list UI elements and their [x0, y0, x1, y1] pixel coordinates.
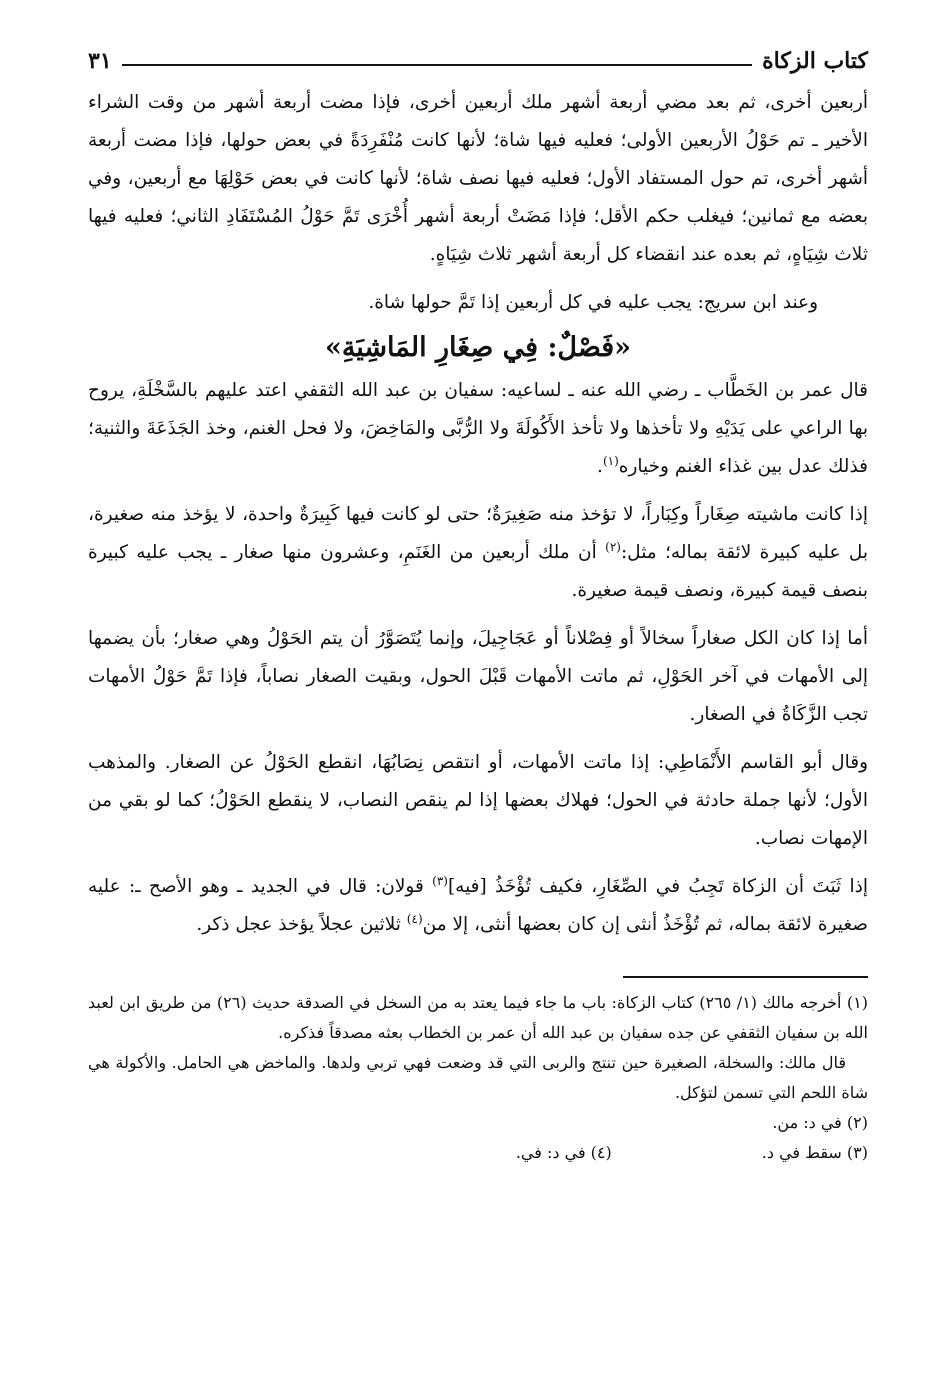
footnote-ref-1: (١)	[602, 453, 619, 468]
paragraph-1: أربعين أخرى، ثم بعد مضي أربعة أشهر ملك أربعين أخرى، فإذا مضت أربعة أشهر من وقت الشراء الأخير ـ تم حَوْلُ الأربعين الأولى؛ فعليه فيها شاة؛ لأنها كانت مُنْفَرِدَةً في بعض حولها، فإذا مضت أربعة أشهر أخرى، تم حول المستفاد الأول؛ فعليه فيها نصف شاة؛ لأنها كانت في بعض حَوْلِهَا مع أربعين، وفي بعضه مع ثمانين؛ فيغلب حكم الأقل؛ فإذا مَضَتْ أربعة أشهر أُخْرَى تَمَّ حَوْلُ المُسْتَفَادِ الثاني؛ فعليه فيها ثلاث شِيَاهٍ، ثم بعده عند انقضاء كل أربعة أشهر ثلاث شِيَاهٍ.	[88, 92, 868, 265]
paragraph-mixed-herd-text-b: أن ملك أربعين من الغَنَمِ، وعشرون منها صغار ـ يجب عليه كبيرة بنصف قيمة كبيرة، ونصف قيمة صغيرة.	[88, 542, 868, 601]
paragraph-how-taken-text-b: قولان: قال في الجديد ـ وهو الأصح ـ: عليه صغيرة لائقة بماله، ثم تُؤْخَذُ أنثى إن كان بعضها أنثى، إلا من	[88, 876, 868, 935]
main-text	[88, 84, 868, 944]
footnote-2: (٢) في د: من.	[772, 1113, 868, 1132]
footnotes	[88, 988, 868, 1168]
footnote-1: (١) أخرجه مالك (١/ ٢٦٥) كتاب الزكاة: باب ما جاء فيما يعتد به من السخل في الصدقة حديث (٢٦) من طريق ابن لعبد الله بن سفيان الثقفي عن جده سفيان بن عبد الله أن عمر بن الخطاب بعثه مصدقاً فذكره.	[88, 993, 868, 1042]
footnote-ref-3: (٣)	[432, 873, 448, 888]
paragraph-how-taken-text-a: إذا ثَبَتَ أن الزكاة تَجِبُ في الصِّغَارِ، فكيف تُؤْخَذُ [فيه]	[447, 876, 868, 897]
paragraph-how-taken-text-c: ثلاثين عجلاً يؤخذ عجل ذكر.	[196, 914, 407, 935]
paragraph-ibn-surayj: وعند ابن سريج: يجب عليه في كل أربعين إذا تَمَّ حولها شاة.	[368, 292, 818, 313]
paragraph-umar-end: .	[597, 456, 603, 477]
paragraph-all-young: أما إذا كان الكل صغاراً سخالاً أو فِصْلاناً أو عَجَاجِيلَ، وإنما يُتَصَوَّرُ أن يتم الحَوْلُ وهي صغار؛ بأن يضمها إلى الأمهات في آخر الحَوْلِ، ثم ماتت الأمهات قَبْلَ الحول، وبقيت الصغار نصاباً، فإذا تَمَّ حَوْلُ الأمهات تجب الزَّكَاةُ في الصغار.	[88, 628, 868, 725]
footnote-row	[88, 1138, 868, 1168]
book-title: كتاب الزكاة	[762, 48, 868, 74]
paragraph-mixed-herd	[88, 496, 868, 610]
paragraph-how-taken	[88, 868, 868, 944]
footnote-ref-2: (٢)	[605, 539, 621, 554]
footnote-3: (٣) سقط في د.	[761, 1143, 868, 1162]
paragraph-mixed-herd-text-a: إذا كانت ماشيته صِغَاراً وكِبَاراً، لا تؤخذ منه صَغِيرَةٌ؛ حتى لو كانت فيها كَبِيرَةٌ واحدة، لا يؤخذ منه صغيرة، بل عليه كبيرة لائقة بماله؛ مثل:	[88, 504, 868, 563]
paragraph-anmati: وقال أبو القاسم الأَنْمَاطِي: إذا ماتت الأمهات، أو انتقص نِصَابُهَا، انقطع الحَوْلُ عن الصغار. والمذهب الأول؛ لأنها جملة حادثة في الحول؛ فهلاك بعضها إذا لم ينقص النصاب، لا ينقطع الحَوْلُ؛ كما لو بقي من الإمهات نصاب.	[88, 752, 868, 849]
footnote-ref-4: (٤)	[406, 911, 423, 926]
footnote-4: (٤) في د: في.	[515, 1143, 612, 1162]
header-rule	[122, 64, 753, 66]
page-header	[88, 40, 868, 74]
footnote-1-continued: قال مالك: والسخلة، الصغيرة حين تنتج والربى التي قد وضعت فهي تربي ولدها. والماخض هي الحامل. والأكولة هي شاة اللحم التي تسمن لتؤكل.	[88, 1053, 868, 1102]
section-heading: «فَصْلٌ: فِي صِغَارِ المَاشِيَةِ»	[324, 332, 632, 363]
footnote-rule	[623, 976, 868, 978]
page-number: ٣١	[88, 48, 112, 74]
paragraph-umar	[88, 372, 868, 486]
paragraph-umar-text: قال عمر بن الخَطَّاب ـ رضي الله عنه ـ لساعيه: سفيان بن عبد الله الثقفي اعتد عليهم بالسَّخْلَةِ، يروح بها الراعي على يَدَيْهِ ولا تأخذها ولا تأخذ الأَكُولَةَ ولا الرُّبَّى والمَاخِضَ، ولا فحل الغنم، وخذ الجَذَعَةَ والثنية؛ فذلك عدل بين غذاء الغنم وخياره	[88, 380, 868, 477]
